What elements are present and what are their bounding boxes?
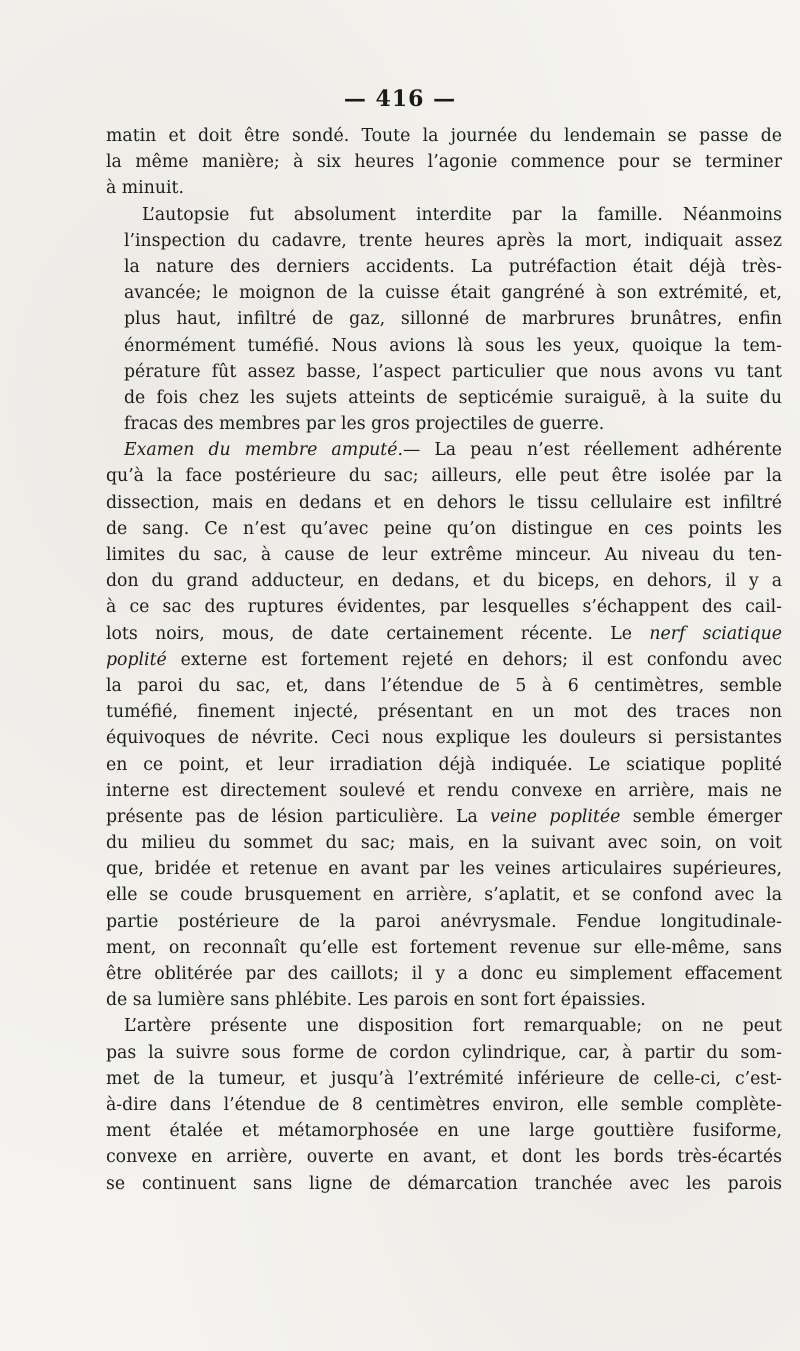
text-line	[106, 594, 782, 620]
text-run: limites du sac, à cause de leur extrême minceur. Au niveau du ten-	[106, 545, 782, 565]
text-run: don du grand adducteur, en dedans, et du biceps, en dehors, il y a	[106, 571, 782, 592]
italic-term: poplité	[106, 649, 167, 670]
text-line: fracas des membres par les gros projectiles de guerre.	[124, 414, 605, 435]
text-line: la nature des derniers accidents. La putréfaction était déjà très-	[124, 256, 782, 277]
text-run: partie postérieure de la paroi anévrysmale. Fendue longitudinale-	[106, 911, 782, 932]
text-line: pas la suivre sous forme de cordon cylindrique, car, à partir du som-	[106, 1042, 782, 1063]
text-line	[106, 961, 782, 987]
text-line: plus haut, infiltré de gaz, sillonné de marbrures brunâtres, enfin	[124, 309, 782, 330]
text-run: à ce sac des ruptures évidentes, par lesquelles s’échappent des cail-	[106, 597, 782, 618]
text-run: de sang. Ce n’est qu’avec peine qu’on distingue en ces points les	[106, 518, 782, 539]
text-line: convexe en arrière, ouverte en avant, et dont les bords très-écartés	[106, 1147, 782, 1168]
text-line: met de la tumeur, et jusqu’à l’extrémité inférieure de celle-ci, c’est-	[106, 1068, 782, 1089]
text-run: du milieu du sommet du sac; mais, en la suivant avec soin, on voit	[106, 833, 782, 854]
text-run: de sa lumière sans phlébite. Les parois en sont fort épaissies.	[106, 990, 646, 1011]
text-line	[106, 490, 782, 516]
text-line	[106, 882, 782, 908]
page-number: — 416 —	[343, 86, 457, 112]
text-run: — La peau n’est réellement adhérente	[402, 440, 782, 461]
text-line	[106, 673, 782, 699]
italic-term: Examen du membre amputé.	[124, 440, 403, 461]
text-line	[106, 437, 782, 463]
text-line: matin et doit être sondé. Toute la journée du lendemain se passe de	[106, 126, 782, 146]
text-run: équivoques de névrite. Ceci nous explique les douleurs si persistantes	[106, 728, 782, 749]
text-run: ment, on reconnaît qu’elle est fortement revenue sur elle-même, sans	[106, 937, 782, 958]
paragraph-3	[106, 437, 782, 1013]
text-line	[106, 463, 782, 489]
text-run: elle se coude brusquement en arrière, s’aplatit, et se confond avec la	[106, 885, 782, 906]
text-line: pérature fût assez basse, l’aspect particulier que nous avons vu tant	[124, 361, 782, 382]
text-run: qu’à la face postérieure du sac; ailleurs, elle peut être isolée par la	[106, 466, 782, 487]
text-line: à minuit.	[106, 178, 184, 199]
text-line	[106, 987, 782, 1013]
text-line	[106, 699, 782, 725]
text-line	[106, 804, 782, 830]
text-run: externe est fortement rejeté en dehors; il est confondu avec	[166, 649, 782, 670]
paragraph-4	[106, 1013, 782, 1196]
body-text	[106, 123, 782, 1197]
text-run: être oblitérée par des caillots; il y a donc eu simplement effacement	[106, 964, 782, 984]
text-run: lots noirs, mous, de date certainement récente. Le	[106, 623, 650, 644]
text-run: dissection, mais en dedans et en dehors le tissu cellulaire est infiltré	[106, 492, 782, 513]
text-run: tuméfié, finement injecté, présentant en un mot des traces non	[106, 702, 782, 723]
text-line	[106, 647, 782, 673]
paragraph-2	[106, 202, 782, 438]
text-line: se continuent sans ligne de démarcation tranchée avec les parois	[106, 1173, 782, 1194]
text-run: que, bridée et retenue en avant par les veines articulaires supérieures,	[106, 859, 782, 880]
italic-term: nerf sciatique	[649, 623, 783, 644]
text-line: L’autopsie fut absolument interdite par la famille. Néanmoins	[142, 204, 782, 225]
text-line: la même manière; à six heures l’agonie commence pour se terminer	[106, 152, 782, 173]
text-line: de fois chez les sujets atteints de septicémie suraiguë, à la suite du	[124, 387, 782, 408]
text-line	[106, 752, 782, 778]
text-line	[106, 856, 782, 882]
text-line: énormément tuméfié. Nous avions là sous les yeux, quoique la tem-	[124, 335, 782, 356]
text-line: ment étalée et métamorphosée en une large gouttière fusiforme,	[106, 1121, 782, 1142]
text-run: interne est directement soulevé et rendu convexe en arrière, mais ne	[106, 780, 782, 801]
text-line	[106, 725, 782, 751]
text-run: en ce point, et leur irradiation déjà indiquée. Le sciatique poplité	[106, 754, 782, 775]
text-run: la paroi du sac, et, dans l’étendue de 5 à 6 centimètres, semble	[106, 675, 782, 696]
text-line: L’artère présente une disposition fort remarquable; on ne peut	[124, 1016, 782, 1037]
italic-term: veine poplitée	[490, 806, 621, 827]
text-line	[106, 778, 782, 804]
text-line	[106, 516, 782, 542]
text-run: semble émerger	[620, 806, 782, 827]
text-line: avancée; le moignon de la cuisse était gangréné à son extrémité, et,	[124, 283, 782, 304]
text-line	[106, 830, 782, 856]
text-run: présente pas de lésion particulière. La	[106, 806, 491, 827]
paragraph-1	[106, 123, 782, 202]
text-line: à-dire dans l’étendue de 8 centimètres environ, elle semble complète-	[106, 1094, 782, 1115]
text-line	[106, 909, 782, 935]
text-line	[106, 542, 782, 568]
text-line	[106, 568, 782, 594]
text-line	[106, 621, 782, 647]
text-line	[106, 935, 782, 961]
text-line: l’inspection du cadavre, trente heures après la mort, indiquait assez	[124, 230, 782, 251]
